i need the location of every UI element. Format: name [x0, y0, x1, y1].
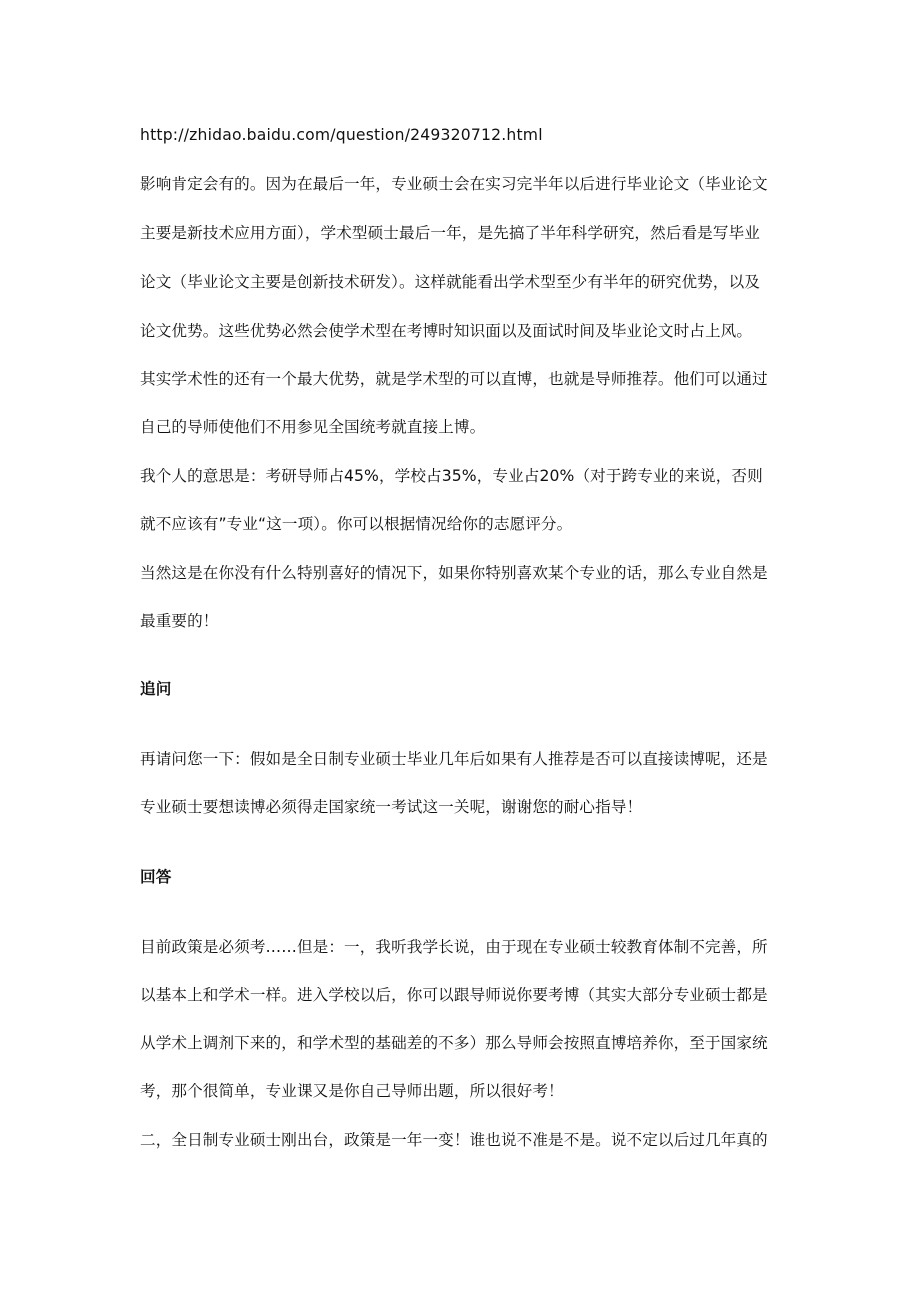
paragraph-line: 其实学术性的还有一个最大优势，就是学术型的可以直博，也就是导师推荐。他们可以通过: [140, 370, 768, 388]
paragraph-line: 论文（毕业论文主要是创新技术研发）。这样就能看出学术型至少有半年的研究优势，以及: [140, 273, 760, 291]
paragraph-line: 我个人的意思是：考研导师占45%，学校占35%，专业占20%（对于跨专业的来说，否则: [140, 467, 763, 485]
paragraph-line: 影响肯定会有的。因为在最后一年，专业硕士会在实习完半年以后进行毕业论文（毕业论文: [140, 175, 768, 193]
paragraph-line: 以基本上和学术一样。进入学校以后，你可以跟导师说你要考博（其实大部分专业硕士都是: [140, 986, 768, 1004]
paragraph-line: 最重要的！: [140, 612, 219, 630]
followup-heading: 追问: [140, 680, 172, 698]
paragraph-line: 主要是新技术应用方面），学术型硕士最后一年，是先搞了半年科学研究，然后看是写毕业: [140, 224, 760, 242]
reply-heading: 回答: [140, 868, 172, 886]
paragraph-line: 从学术上调剂下来的，和学术型的基础差的不多）那么导师会按照直博培养你，至于国家统: [140, 1034, 768, 1052]
paragraph-line: 二，全日制专业硕士刚出台，政策是一年一变！谁也说不准是不是。说不定以后过几年真的: [140, 1131, 768, 1149]
paragraph-line: 就不应该有”专业“这一项）。你可以根据情况给你的志愿评分。: [140, 515, 573, 533]
paragraph-line: 再请问您一下：假如是全日制专业硕士毕业几年后如果有人推荐是否可以直接读博呢，还是: [140, 750, 768, 768]
paragraph-line: 考，那个很简单，专业课又是你自己导师出题，所以很好考！: [140, 1082, 564, 1100]
paragraph-line: 当然这是在你没有什么特别喜好的情况下，如果你特别喜欢某个专业的话，那么专业自然是: [140, 564, 768, 582]
paragraph-line: 专业硕士要想读博必须得走国家统一考试这一关呢，谢谢您的耐心指导！: [140, 798, 643, 816]
source-url[interactable]: http://zhidao.baidu.com/question/249320712.html: [140, 126, 543, 144]
paragraph-line: 自己的导师使他们不用参见全国统考就直接上博。: [140, 418, 486, 436]
paragraph-line: 目前政策是必须考……但是：一，我听我学长说，由于现在专业硕士较教育体制不完善，所: [140, 938, 768, 956]
paragraph-line: 论文优势。这些优势必然会使学术型在考博时知识面以及面试时间及毕业论文时占上风。: [140, 322, 753, 340]
